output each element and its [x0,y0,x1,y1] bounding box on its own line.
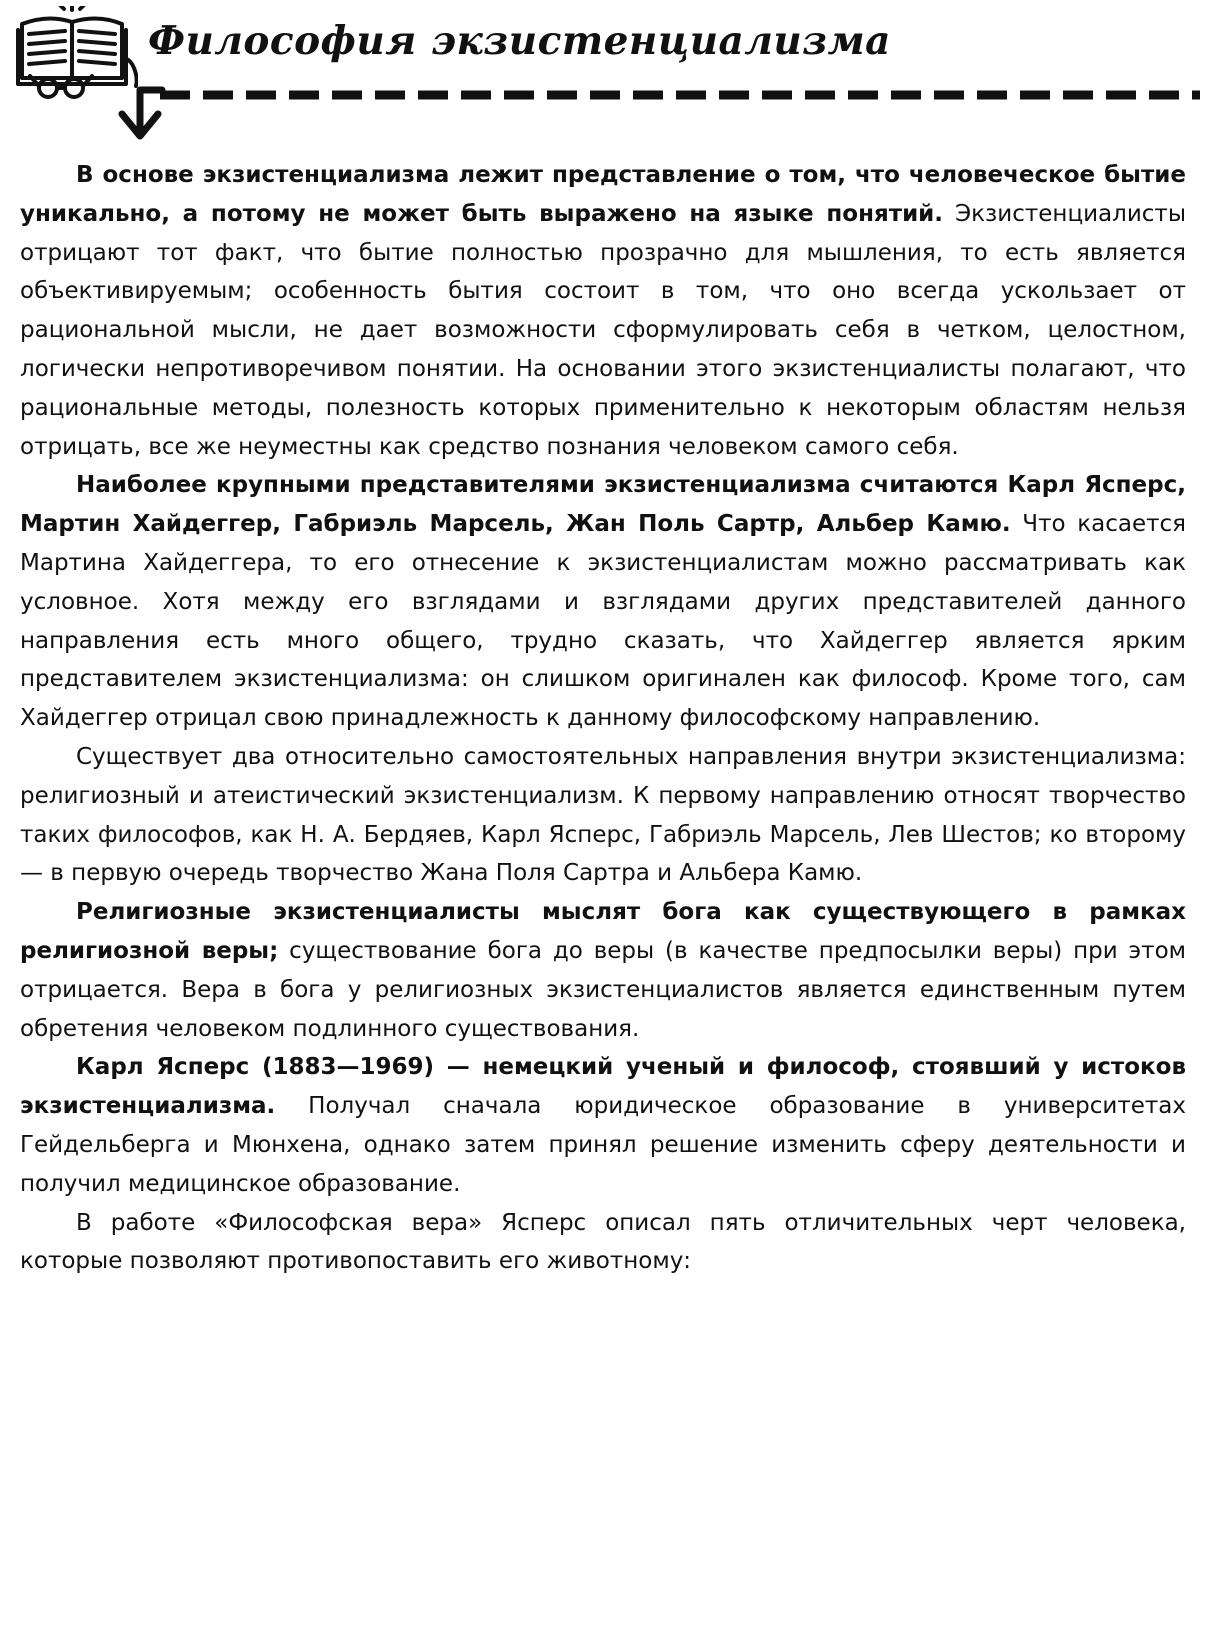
paragraph-1 [20,156,1186,466]
paragraph-2 [20,466,1186,738]
paragraph-lead: Наиболее крупными представителями экзистенциализма считаются Карл Ясперс, Мартин Хайдеггер, Габриэль Марсель, Жан Поль Сартр, Альбер Камю. [20,472,1186,538]
paragraph-text: В работе «Философская вера» Ясперс описал пять отличительных черт человека, которые позволяют противопоставить его животному: [20,1209,1186,1275]
paragraph-6 [20,1204,1186,1282]
paragraph-text: Существует два относительно самостоятельных направления внутри экзистенциализма: религиозный и атеистический экзистенциализм. К первому направлению относят творчество таких философов, как Н. А. Бердяев, Карл Ясперс, Габриэль Марсель, Лев Шестов; ко второму — в первую очередь творчество Жана Поля Сартра и Альбера Камю. [20,743,1186,887]
paragraph-text: Что касается Мартина Хайдеггера, то его отнесение к экзистенциалистам можно рассматривать как условное. Хотя между его взглядами и взглядами других представителей данного направления есть много общего, трудно сказать, что Хайдеггер является ярким представителем экзистенциализма: он слишком оригинален как философ. Кроме того, сам Хайдеггер отрицал свою принадлежность к данному философскому направлению. [20,511,1186,732]
paragraph-text: существование бога до веры (в качестве предпосылки веры) при этом отрицается. Вера в бога у религиозных экзистенциалистов является единственным путем обретения человеком подлинного существования. [20,937,1186,1042]
paragraph-lead: Религиозные экзистенциалисты мыслят бога как существующего в рамках религиозной веры; [20,899,1186,964]
paragraph-4 [20,893,1186,1048]
paragraph-lead: В основе экзистенциализма лежит представление о том, что человеческое бытие уникально, а потому не может быть выражено на языке понятий. [20,162,1186,227]
dashed-divider [160,88,1200,102]
page-heading: Философия экзистенциализма [148,18,891,64]
paragraph-lead: Карл Ясперс (1883—1969) — немецкий ученый и философ, стоявший у истоков экзистенциализма. [20,1054,1186,1120]
paragraph-text: Экзистенциалисты отрицают тот факт, что бытие полностью прозрачно для мышления, то есть является объективируемым; особенность бытия состоит в том, что оно всегда ускользает от рациональной мысли, не дает возможности сформулировать себя в четком, целостном, логически непротиворечивом понятии. На основании этого экзистенциалисты полагают, что рациональные методы, полезность которых применительно к некоторым областям нельзя отрицать, все же неуместны как средство познания человеком самого себя. [20,200,1186,460]
article-body [20,156,1186,1281]
paragraph-5 [20,1048,1186,1203]
paragraph-text: Получал сначала юридическое образование в университетах Гейдельберга и Мюнхена, однако затем принял решение изменить сферу деятельности и получил медицинское образование. [20,1093,1186,1197]
down-arrow-icon [112,78,172,144]
paragraph-3 [20,738,1186,893]
